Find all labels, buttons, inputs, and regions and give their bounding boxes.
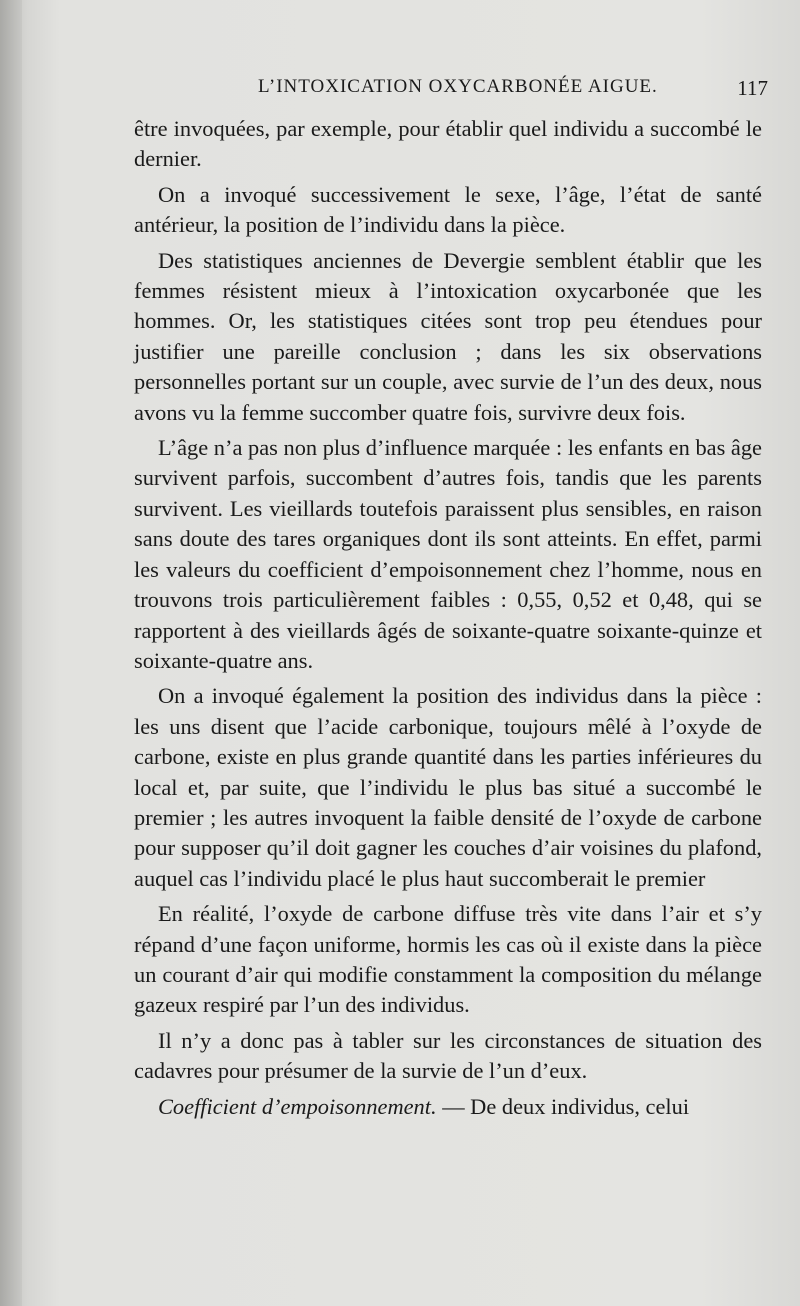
body-text: [134, 114, 762, 1127]
section-text: — De deux individus, celui: [442, 1093, 690, 1119]
paragraph: L’âge n’a pas non plus d’influence marquée : les enfants en bas âge survivent parfois, succombent d’autres fois, tandis que les parents survivent. Les vieillards toutefois paraissent plus sensibles, en raison sans doute des tares organiques dont ils sont atteints. En effet, parmi les valeurs du coefficient d’empoisonnement chez l’homme, nous en trouvons trois particulièrement faibles : 0,55, 0,52 et 0,48, qui se rapportent à des vieillards âgés de soixante-quatre soixante-quinze et soixante-quatre ans.: [134, 435, 762, 673]
paragraph: On a invoqué successivement le sexe, l’âge, l’état de santé antérieur, la position de l’individu dans la pièce.: [134, 181, 762, 238]
section-heading: Coefficient d’empoisonnement.: [158, 1093, 437, 1119]
page-binding-edge: [0, 0, 22, 1306]
paragraph: être invoquées, par exemple, pour établir quel individu a succombé le dernier.: [134, 116, 762, 172]
paragraph: Il n’y a donc pas à tabler sur les circonstances de situation des cadavres pour présumer de la survie de l’un d’eux.: [134, 1027, 762, 1084]
paragraph-last: [134, 1092, 762, 1122]
paragraph: En réalité, l’oxyde de carbone diffuse très vite dans l’air et s’y répand d’une façon uniforme, hormis les cas où il existe dans la pièce un courant d’air qui modifie constamment la composition du mélange gazeux respiré par l’un des individus.: [134, 901, 762, 1018]
paragraph: On a invoqué également la position des individus dans la pièce : les uns disent que l’acide carbonique, toujours mêlé à l’oxyde de carbone, existe en plus grande quantité dans les parties inférieures du local et, par suite, que l’individu le plus bas situé a succombé le premier ; les autres invoquent la faible densité de l’oxyde de carbone pour supposer qu’il doit gagner les couches d’air voisines du plafond, auquel cas l’individu placé le plus haut succomberait le premier: [134, 683, 762, 891]
page-number: 117: [737, 76, 768, 100]
paragraph: Des statistiques anciennes de Devergie semblent établir que les femmes résistent mieux à l’intoxication oxycarbonée que les hommes. Or, les statistiques citées sont trop peu étendues pour justifier une pareille conclusion ; dans les six observations personnelles portant sur un couple, avec survie de l’un des deux, nous avons vu la femme succomber quatre fois, survivre deux fois.: [134, 247, 762, 425]
page-header: [258, 76, 768, 106]
running-title: L’INTOXICATION OXYCARBONÉE AIGUE.: [258, 76, 658, 97]
